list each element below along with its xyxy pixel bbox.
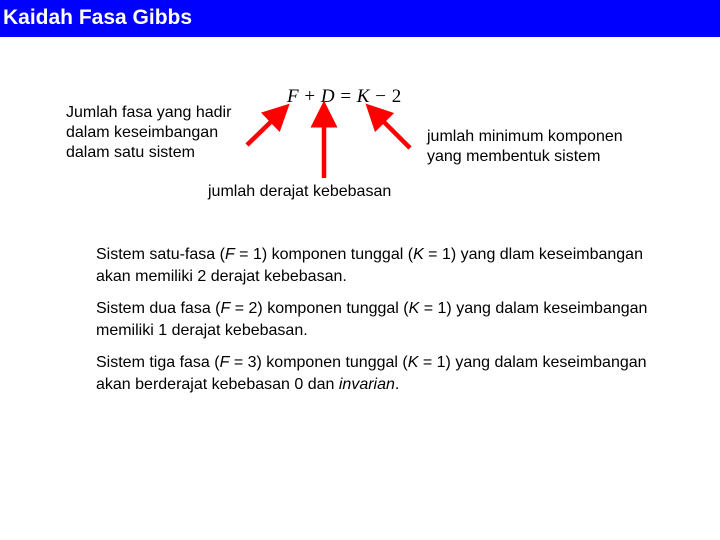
equation-plus: + (304, 86, 316, 107)
arrow-to-f (247, 113, 280, 145)
equation-equals: = (340, 86, 352, 107)
label-component-line: yang membentuk sistem (427, 148, 601, 165)
arrow-to-k (375, 113, 410, 148)
label-component-count (427, 127, 623, 167)
label-phase-count (66, 103, 231, 163)
equation-k: K (356, 86, 370, 107)
label-phase-line: dalam satu sistem (66, 144, 195, 161)
equation-minus: − (375, 86, 387, 107)
label-phase-line: Jumlah fasa yang hadir (66, 104, 232, 121)
equation-two: 2 (391, 86, 402, 107)
label-component-line: jumlah minimum komponen (427, 128, 623, 145)
paragraph-one-phase: Sistem satu-fasa (F = 1) komponen tunggal (K = 1) yang dlam keseimbangan akan memiliki 2 derajat kebebasan. (96, 246, 643, 285)
gibbs-phase-rule-equation (287, 86, 402, 108)
equation-d: D (320, 86, 336, 107)
paragraph-three-phase: Sistem tiga fasa (F = 3) komponen tunggal (K = 1) yang dalam keseimbangan akan berderajat kebebasan 0 dan invarian. (96, 354, 647, 393)
label-degrees-of-freedom: jumlah derajat kebebasan (208, 183, 392, 200)
slide-title: Kaidah Fasa Gibbs (3, 6, 193, 29)
label-phase-line: dalam keseimbangan (66, 124, 219, 141)
title-bar (0, 0, 720, 37)
paragraph-two-phase: Sistem dua fasa (F = 2) komponen tunggal (K = 1) yang dalam keseimbangan memiliki 1 derajat kebebasan. (96, 300, 648, 339)
equation-f: F (287, 86, 300, 107)
